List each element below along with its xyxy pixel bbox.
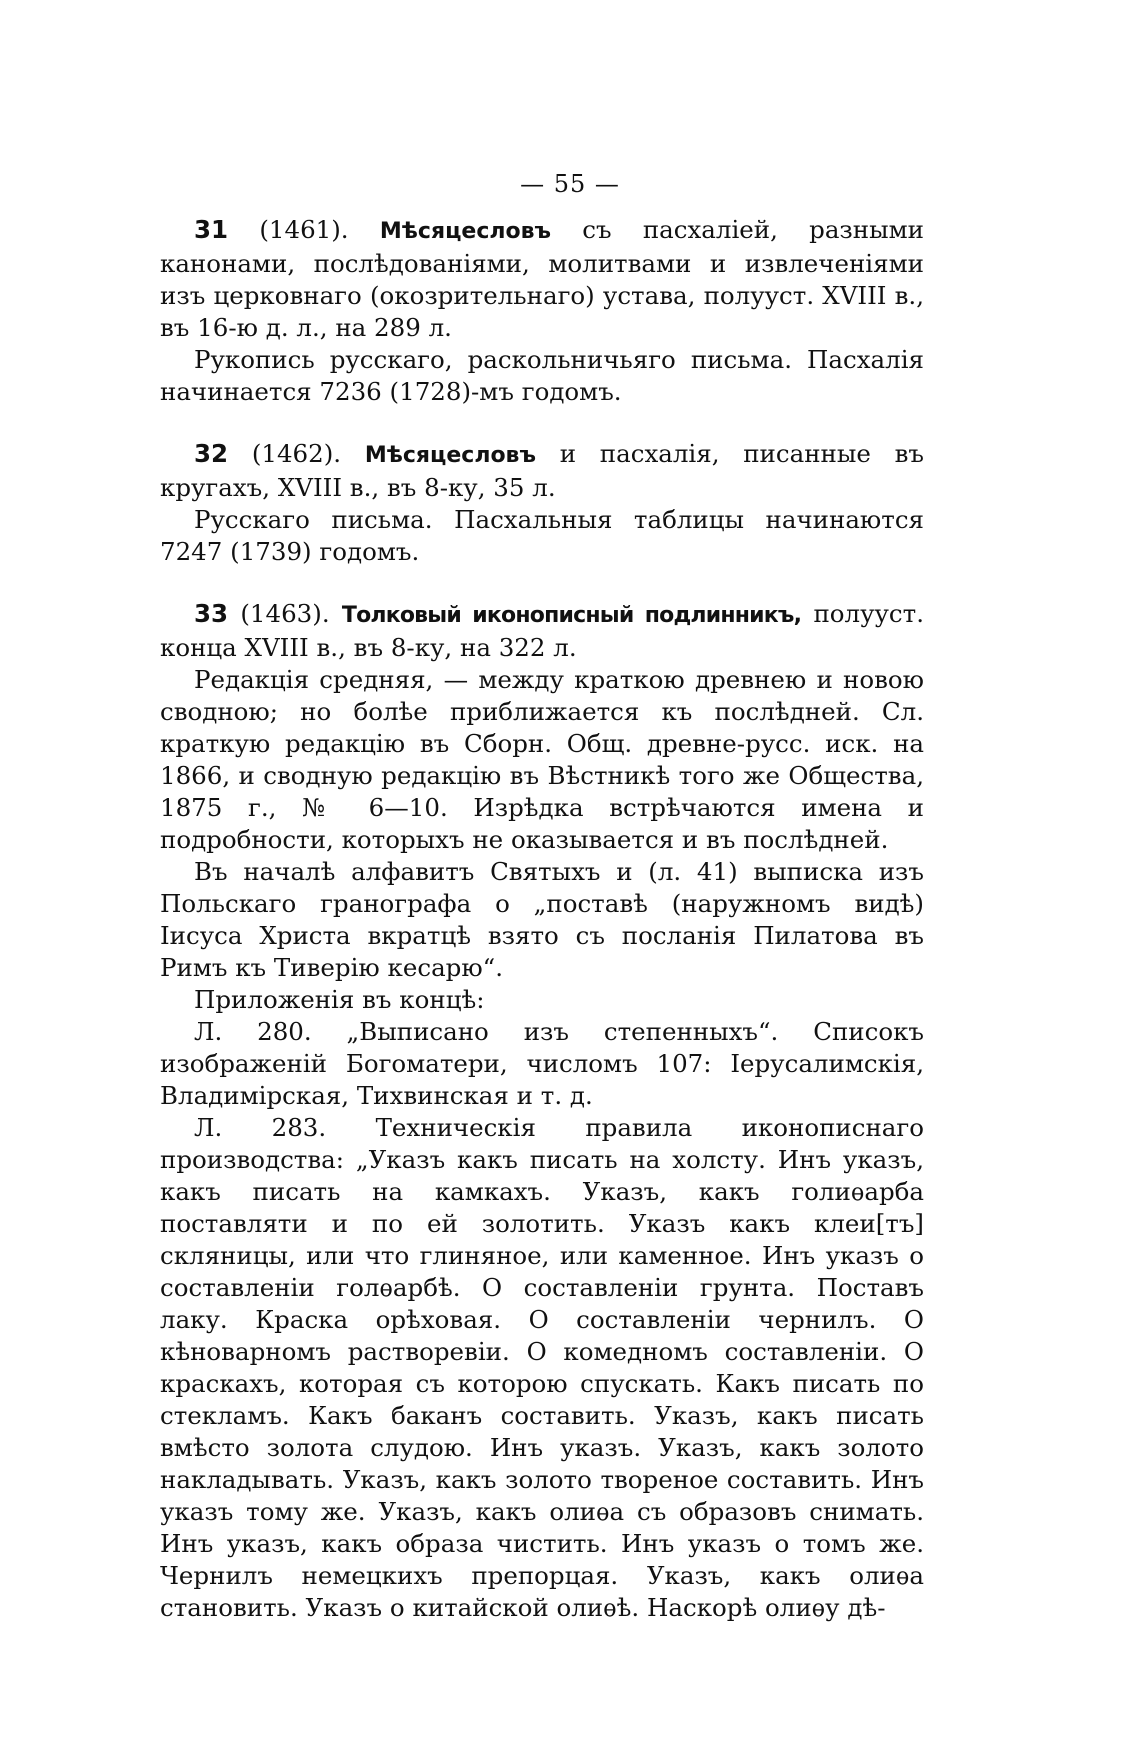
catalog-entry-32 xyxy=(160,438,924,568)
entry-number: 31 xyxy=(194,215,229,244)
entry-paragraph: Въ началѣ алфавитъ Святыхъ и (л. 41) выписка изъ Польскаго гранографа о „поставѣ (наружномъ видѣ) Іисуса Христа вкратцѣ взято съ посланія Пилатова въ Римъ къ Тиверію кесарю“. xyxy=(160,857,924,982)
entry-id: (1461). xyxy=(259,215,349,244)
entry-paragraph: Редакція средняя, — между краткою древнею и новою сводною; но болѣе приближается къ послѣдней. Сл. краткую редакцію въ Сборн. Общ. древне-русс. иск. на 1866, и сводную редакцію въ Вѣстникѣ того же Общества, 1875 г., № 6—10. Изрѣдка встрѣчаются имена и подробности, которыхъ не оказывается и въ послѣдней. xyxy=(160,665,924,854)
entry-title: Толковый иконописный подлинникъ, xyxy=(341,603,802,628)
catalog-text xyxy=(160,214,924,1654)
entry-number: 32 xyxy=(194,439,229,468)
entry-description: съ пасхаліей, разными канонами, послѣдованіями, молитвами и извлеченіями изъ церковнаго (окозрительнаго) устава, полууст. XVIII в., въ 16-ю д. л., на 289 л. xyxy=(160,215,924,342)
entry-paragraph: Рукопись русскаго, раскольничьяго письма. Пасхалія начинается 7236 (1728)-мъ годомъ. xyxy=(160,345,924,406)
entry-heading xyxy=(160,214,924,344)
entry-id: (1462). xyxy=(251,439,342,468)
entry-description: и пасхалія, писанные въ кругахъ, XVIII в., въ 8-ку, 35 л. xyxy=(160,439,924,502)
entry-paragraph: Л. 280. „Выписано изъ степенныхъ“. Списокъ изображеній Богоматери, числомъ 107: Іерусалимскія, Владимірская, Тихвинская и т. д. xyxy=(160,1017,924,1110)
catalog-entry-31 xyxy=(160,214,924,408)
entry-paragraph: Русскаго письма. Пасхальныя таблицы начинаются 7247 (1739) годомъ. xyxy=(160,505,924,566)
entry-title: Мѣсяцесловъ xyxy=(379,219,552,244)
entry-title: Мѣсяцесловъ xyxy=(364,443,537,468)
page-number: — 55 — xyxy=(520,170,620,198)
entry-paragraph: Л. 283. Техническія правила иконописнаго производства: „Указъ какъ писать на холсту. Инъ указъ, какъ писать на камкахъ. Указъ, какъ голиѳарба поставляти и по ей золотить. Указъ какъ клеи[тъ] скляницы, или что глиняное, или каменное. Инъ указъ о составленіи голѳарбѣ. О составленіи грунта. Поставъ лаку. Краска орѣховая. О составленіи чернилъ. О кѣноварномъ растворевіи. О комедномъ составленіи. О краскахъ, которая съ которою спускать. Какъ писать по стекламъ. Какъ баканъ составить. Указъ, какъ писать вмѣсто золота слудою. Инъ указъ. Указъ, какъ золото накладывать. Указъ, какъ золото твореное составить. Инъ указъ тому же. Указъ, какъ олиѳа съ образовъ снимать. Инъ указъ, какъ образа чистить. Инъ указъ о томъ же. Чернилъ немецкихъ препорцая. Указъ, какъ олиѳа становить. Указъ о китайской олиѳѣ. Наскорѣ олиѳу дѣ- xyxy=(160,1113,924,1622)
entry-description: полууст. конца XVIII в., въ 8-ку, на 322 л. xyxy=(160,599,924,662)
entry-number: 33 xyxy=(194,599,229,628)
catalog-entry-33 xyxy=(160,598,924,1624)
entry-heading xyxy=(160,438,924,504)
entry-heading xyxy=(160,598,924,664)
entry-paragraph: Приложенія въ концѣ: xyxy=(194,985,485,1014)
entry-id: (1463). xyxy=(240,599,330,628)
